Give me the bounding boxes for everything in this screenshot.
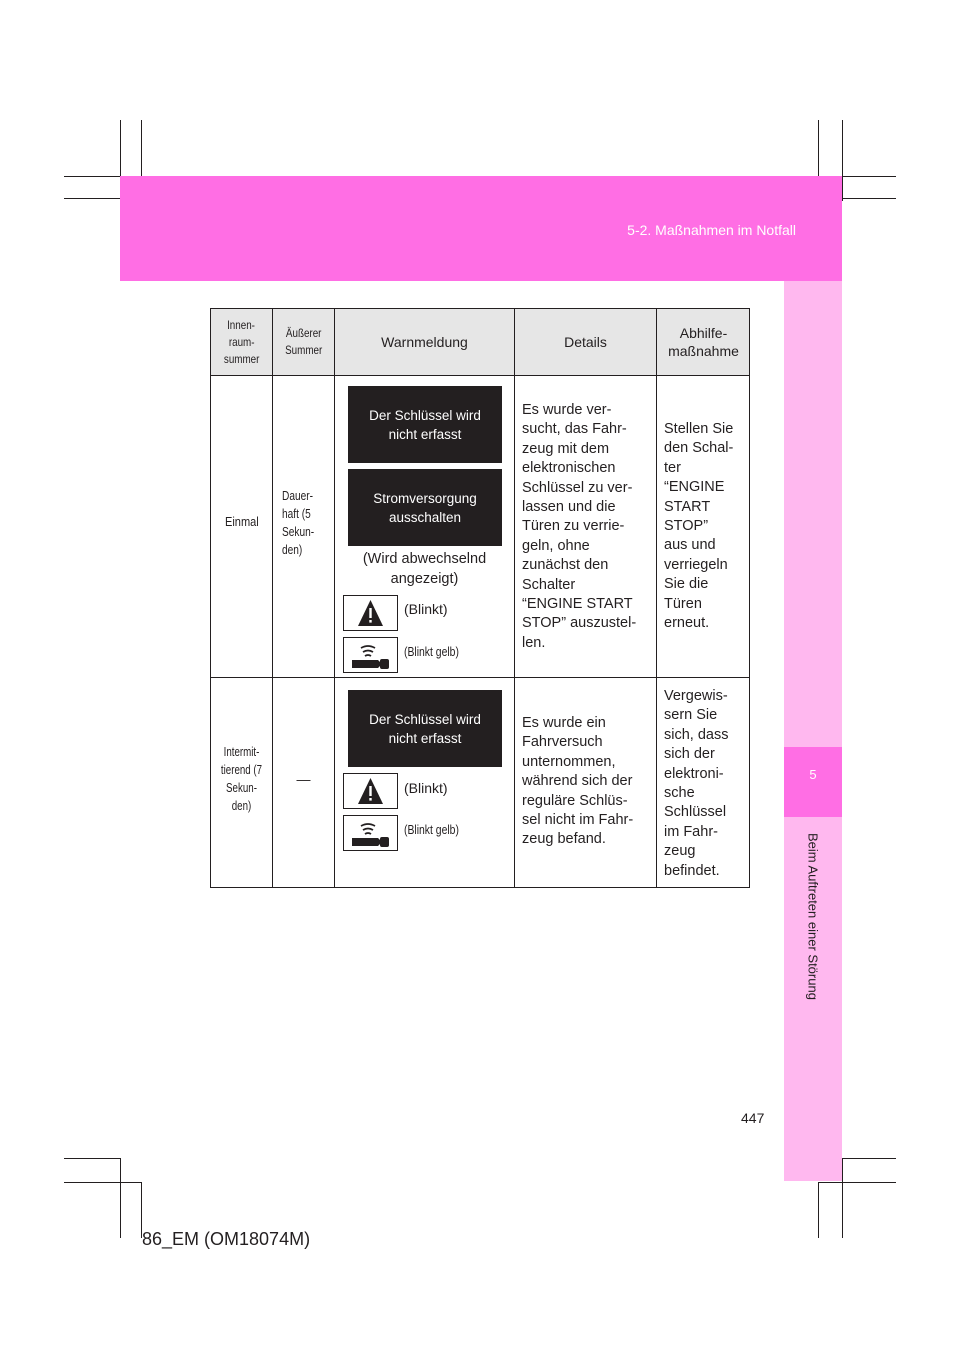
crop-mark [818, 1182, 896, 1183]
column-divider [334, 309, 335, 887]
crop-mark [818, 120, 819, 176]
chapter-side-tab [784, 281, 842, 1181]
chapter-label: Beim Auftreten einer Störung [805, 833, 821, 1000]
column-divider [656, 309, 657, 887]
crop-mark [842, 198, 896, 199]
header-details: Details [564, 334, 607, 350]
crop-mark [842, 1158, 896, 1159]
message-key-not-detected: Der Schlüssel wird nicht erfasst [348, 386, 502, 463]
alternating-note: (Wird abwechselnd angezeigt) [362, 551, 487, 587]
message-key-not-detected: Der Schlüssel wird nicht erfasst [348, 690, 502, 767]
crop-mark [842, 1158, 843, 1238]
header-abhilfemassnahme: Abhilfe- maßnahme [668, 325, 739, 359]
section-title: 5-2. Maßnahmen im Notfall [627, 222, 796, 238]
row1-abhilfe: Stellen Sie den Schal- ter “ENGINE START STOP” aus und verriegeln Sie die Türen erneut. [664, 421, 734, 632]
crop-mark [120, 1158, 121, 1238]
crop-mark [141, 120, 142, 176]
crop-mark [842, 120, 843, 201]
key-blink-label: (Blinkt gelb) [404, 822, 459, 837]
smart-key-indicator-icon [343, 815, 398, 851]
row2-details: Es wurde ein Fahrversuch unternommen, während sich der reguläre Schlüs- sel nicht im Fahr- zeug befand. [522, 715, 634, 848]
message-power-off: Stromversorgung ausschalten [348, 469, 502, 546]
row1-aeusserer-summer: Dauer- haft (5 Sekun- den) [282, 488, 315, 557]
row-divider [211, 677, 749, 678]
header-band [120, 176, 842, 281]
warning-table [210, 308, 750, 888]
key-blink-label: (Blinkt gelb) [404, 644, 459, 659]
document-code: 86_EM (OM18074M) [142, 1229, 311, 1249]
row2-aeusserer-summer: — [296, 771, 311, 787]
row2-abhilfe: Vergewis- sern Sie sich, dass sich der elektroni- sche Schlüssel im Fahr- zeug befindet. [664, 688, 729, 879]
crop-mark [818, 1182, 819, 1238]
warning-blink-label: (Blinkt) [404, 780, 448, 796]
row1-details: Es wurde ver- sucht, das Fahr- zeug mit dem elektronischen Schlüssel zu ver- lassen und die Türen zu verrie- geln, ohne zunächst den Schalter “ENGINE START STOP” auszustel- len. [522, 402, 637, 651]
column-divider [272, 309, 273, 887]
header-innenraumsummer: Innen- raum- summer [223, 317, 260, 366]
header-warnmeldung: Warnmeldung [381, 334, 468, 350]
row2-innenraumsummer: Intermit- tierend (7 Sekun- den) [220, 745, 263, 813]
warning-blink-label: (Blinkt) [404, 601, 448, 617]
header-aeusserer-summer: Äußerer Summer [284, 326, 323, 357]
crop-mark [64, 1182, 141, 1183]
warning-triangle-icon [343, 773, 398, 809]
chapter-number: 5 [809, 767, 817, 782]
chapter-number-tab [784, 747, 842, 817]
crop-mark [64, 1158, 120, 1159]
warning-triangle-icon [343, 595, 398, 631]
row1-innenraumsummer: Einmal [224, 514, 259, 529]
page-number: 447 [741, 1110, 765, 1126]
smart-key-indicator-icon [343, 637, 398, 673]
column-divider [514, 309, 515, 887]
crop-mark [64, 198, 120, 199]
